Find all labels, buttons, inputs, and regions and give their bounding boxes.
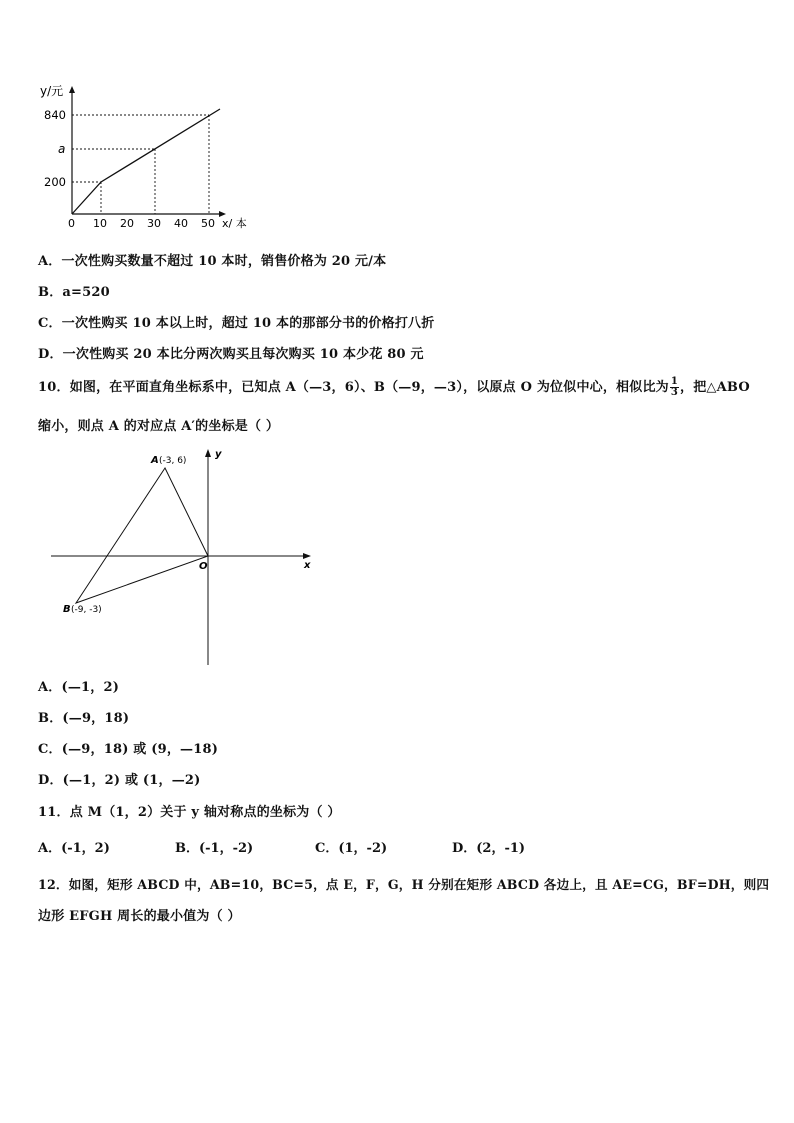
x-tick-20: 20 <box>120 217 134 230</box>
point-a-label: A <box>151 455 159 466</box>
q11-option-a: A．(-1，2) <box>38 841 110 856</box>
q9-option-d: D．一次性购买 20 本比分两次购买且每次购买 10 本少花 80 元 <box>38 347 424 362</box>
y-axis-arrow <box>205 449 211 457</box>
y-label: y <box>215 449 222 460</box>
x-label: x <box>304 560 311 571</box>
q12-question-line2: 边形 EFGH 周长的最小值为（ ） <box>38 909 241 924</box>
x-tick-0: 0 <box>68 217 75 230</box>
y-tick-840: 840 <box>44 108 66 122</box>
q11-option-c: C．(1，-2) <box>315 841 388 856</box>
q11-option-d: D．(2，-1) <box>452 841 526 856</box>
q12-question-line1: 12．如图，矩形 ABCD 中，AB=10，BC=5，点 E，F，G，H 分别在矩形 ABCD 各边上，且 AE=CG，BF=DH，则四 <box>38 877 770 892</box>
x-tick-50: 50 <box>201 217 215 230</box>
q9-option-c: C．一次性购买 10 本以上时，超过 10 本的那部分书的价格打八折 <box>38 316 435 331</box>
y-tick-a: a <box>58 142 66 156</box>
origin-label: O <box>199 561 208 572</box>
q10-option-b: B．(—9，18) <box>38 711 130 726</box>
triangle-coordinate-figure <box>45 445 325 670</box>
q10-text-before: 10．如图，在平面直角坐标系中，已知点 A（—3，6）、B（—9，—3），以原点 O 为位似中心，相似比为 <box>38 380 669 395</box>
point-b-coord: (-9, -3) <box>71 605 102 615</box>
triangle-abo <box>76 468 208 603</box>
x-tick-10: 10 <box>93 217 107 230</box>
q11-option-b: B．(-1，-2) <box>175 841 254 856</box>
q9-option-a: A．一次性购买数量不超过 10 本时，销售价格为 20 元/本 <box>38 254 387 269</box>
q10-option-c: C．(—9，18) 或 (9，—18) <box>38 742 219 757</box>
frac-denominator: 3 <box>670 387 679 398</box>
frac-numerator: 1 <box>670 376 679 387</box>
x-tick-40: 40 <box>174 217 188 230</box>
q10-option-a: A．(—1，2) <box>38 680 120 695</box>
q10-question-line2: 缩小，则点 A 的对应点 A′的坐标是（ ） <box>38 419 280 434</box>
point-b-label: B <box>63 604 71 615</box>
y-axis-arrow <box>69 86 75 93</box>
q11-question: 11．点 M（1，2）关于 y 轴对称点的坐标为（ ） <box>38 805 341 820</box>
q10-ratio-fraction <box>670 377 679 398</box>
q10-question <box>38 376 750 398</box>
q10-option-d: D．(—1，2) 或 (1，—2) <box>38 773 201 788</box>
q10-text-after: ，把△ABO <box>680 380 750 395</box>
x-axis-label: x/ 本 <box>222 217 247 230</box>
x-tick-30: 30 <box>147 217 161 230</box>
y-tick-200: 200 <box>44 175 66 189</box>
q9-option-b: B．a=520 <box>38 285 110 300</box>
price-quantity-graph <box>30 80 270 235</box>
point-a-coord: (-3, 6) <box>159 456 187 466</box>
price-line <box>72 109 220 214</box>
y-axis-label: y/元 <box>40 84 64 98</box>
x-axis-arrow <box>303 553 311 559</box>
